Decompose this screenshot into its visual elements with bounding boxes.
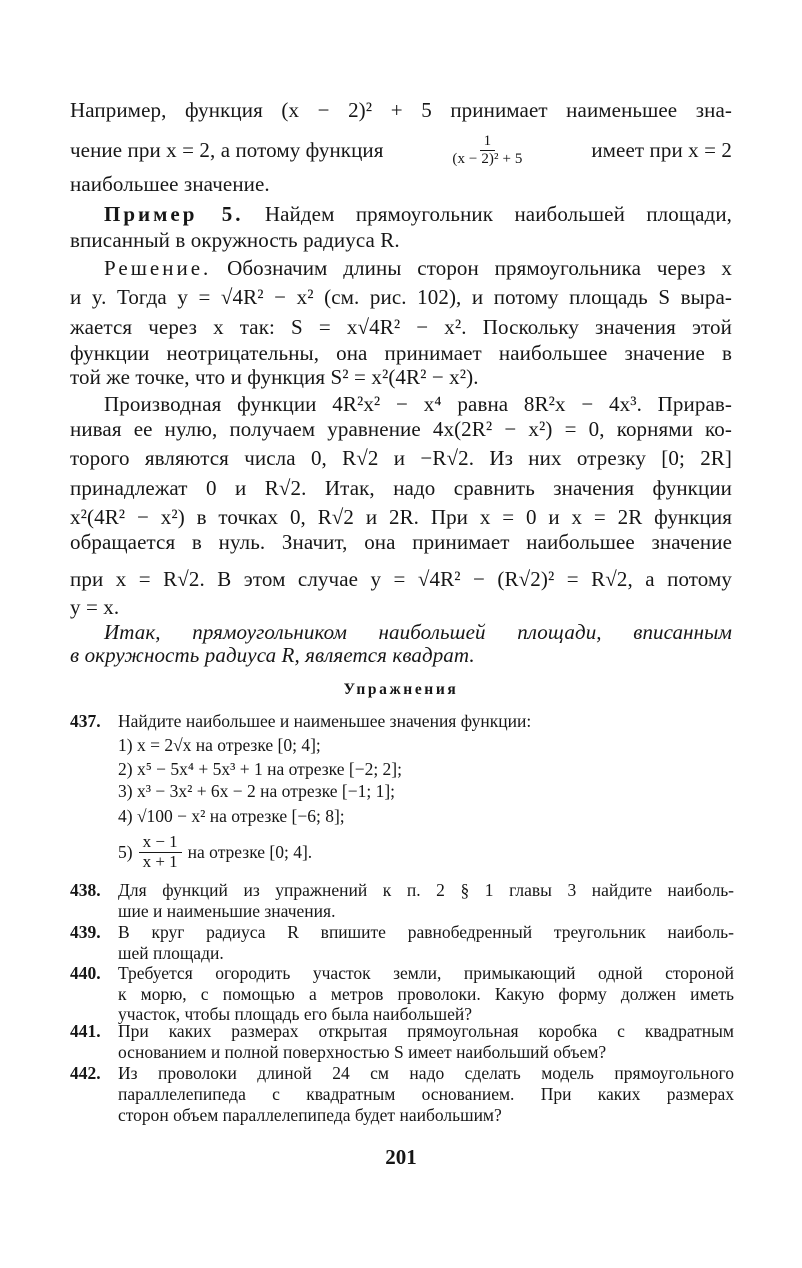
paragraph1-line1: Например, функция (x − 2)² + 5 принимает наименьшее зна-	[70, 98, 732, 122]
exercise-440-line3: участок, чтобы площадь его была наибольшей?	[118, 1004, 473, 1024]
exercise-439-line1: В круг радиуса R впишите равнобедренный треугольник наиболь-	[118, 922, 734, 942]
solution-line9: принадлежат 0 и R√2. Итак, надо сравнить значения функции	[70, 476, 732, 500]
conclusion-line2: в окружность радиуса R, является квадрат.	[70, 643, 475, 667]
exercise-440-number: 440.	[70, 963, 101, 983]
solution-line12: при x = R√2. В этом случае y = √4R² − (R√2)² = R√2, а потому	[70, 567, 732, 591]
example5-line2: вписанный в окружность радиуса R.	[70, 228, 400, 252]
exercise-437-item-4: 4) √100 − x² на отрезке [−6; 8];	[118, 806, 345, 826]
page-number: 201	[385, 1145, 417, 1169]
solution-line1	[104, 256, 732, 281]
exercise-442-line1: Из проволоки длиной 24 см надо сделать модель прямоугольного	[118, 1063, 734, 1083]
example5-label: Пример 5.	[104, 202, 244, 226]
exercise-442-line2: параллелепипеда с квадратным основанием. При каких размерах	[118, 1084, 734, 1104]
solution-line11: обращается в нуль. Значит, она принимает наибольшее значение	[70, 530, 732, 554]
fraction-numerator: 1	[480, 133, 496, 151]
exercise-437-item-5	[118, 830, 312, 874]
exercise-437-number: 437.	[70, 711, 101, 731]
exercise-438-number: 438.	[70, 880, 101, 900]
solution-line6: Производная функции 4R²x² − x⁴ равна 8R²x − 4x³. Прирав-	[104, 392, 732, 416]
exercise-442-line3: сторон объем параллелепипеда будет наибольшим?	[118, 1105, 502, 1125]
paragraph1-line2	[70, 130, 732, 170]
paragraph1-line2-before: чение при x = 2, а потому функция	[70, 137, 384, 162]
item5-denominator: x + 1	[142, 851, 178, 871]
exercise-442-number: 442.	[70, 1063, 101, 1083]
item5-fraction	[139, 833, 182, 871]
exercise-440-line2: к морю, с помощью a метров проволоки. Какую форму должен иметь	[118, 984, 734, 1004]
exercise-439-number: 439.	[70, 922, 101, 942]
exercise-437-item-3: 3) x³ − 3x² + 6x − 2 на отрезке [−1; 1];	[118, 781, 396, 801]
item5-prefix: 5)	[118, 841, 133, 862]
exercise-438-line1: Для функций из упражнений к п. 2 § 1 главы 3 найдите наиболь-	[118, 880, 734, 900]
exercise-441-line1: При каких размерах открытая прямоугольная коробка с квадратным	[118, 1021, 734, 1041]
paragraph1-line3: наибольшее значение.	[70, 172, 270, 196]
paragraph1-line2-after: имеет при x = 2	[591, 137, 732, 162]
solution-line4: функции неотрицательны, она принимает наибольшее значение в	[70, 341, 732, 365]
fraction-denominator: (x − 2)² + 5	[452, 150, 523, 167]
exercises-heading: Упражнения	[343, 681, 459, 698]
solution-line7: нивая ее нулю, получаем уравнение 4x(2R² − x²) = 0, корнями ко-	[70, 417, 732, 441]
item5-numerator: x − 1	[139, 833, 182, 853]
solution-line3: жается через x так: S = x√4R² − x². Поскольку значения этой	[70, 315, 732, 339]
exercise-440-line1: Требуется огородить участок земли, примыкающий одной стороной	[118, 963, 734, 983]
solution-line10: x²(4R² − x²) в точках 0, R√2 и 2R. При x = 0 и x = 2R функция	[70, 505, 732, 529]
fraction	[448, 133, 526, 167]
example5-line1	[104, 202, 732, 227]
exercise-441-number: 441.	[70, 1021, 101, 1041]
exercise-441-line2: основанием и полной поверхностью S имеет наибольший объем?	[118, 1042, 607, 1062]
item5-suffix: на отрезке [0; 4].	[187, 841, 313, 862]
exercise-437-item-2: 2) x⁵ − 5x⁴ + 5x³ + 1 на отрезке [−2; 2];	[118, 759, 402, 779]
exercise-438-line2: шие и наименьшие значения.	[118, 901, 336, 921]
example5-text: Найдем прямоугольник наибольшей площади,	[264, 202, 733, 226]
solution-label: Решение.	[104, 256, 212, 280]
solution-line13: y = x.	[70, 595, 120, 619]
exercise-437-item-1: 1) x = 2√x на отрезке [0; 4];	[118, 735, 321, 755]
solution-line5: той же точке, что и функция S² = x²(4R² − x²).	[70, 365, 479, 389]
solution-line8: торого являются числа 0, R√2 и −R√2. Из них отрезку [0; 2R]	[70, 446, 732, 470]
solution-text: Обозначим длины сторон прямоугольника через x	[227, 256, 732, 280]
exercise-437-text: Найдите наибольшее и наименьшее значения функции:	[118, 711, 532, 731]
conclusion-line1: Итак, прямоугольником наибольшей площади, вписанным	[104, 620, 732, 644]
solution-line2: и y. Тогда y = √4R² − x² (см. рис. 102), и потому площадь S выра-	[70, 285, 732, 309]
exercise-439-line2: шей площади.	[118, 943, 224, 963]
